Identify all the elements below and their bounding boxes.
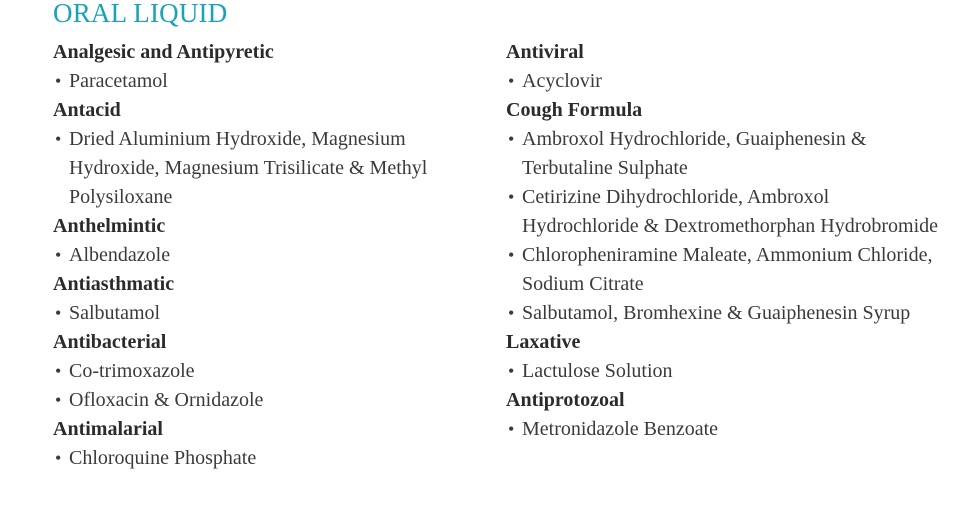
product-list <box>506 67 946 96</box>
category-heading: Anthelmintic <box>53 215 166 237</box>
product-list <box>53 444 483 473</box>
product-item: • Ambroxol Hydrochloride, Guaiphenesin & Terbutaline Sulphate <box>506 125 946 183</box>
left-column <box>53 38 483 473</box>
product-list <box>506 415 946 444</box>
product-item: • Chloropheniramine Maleate, Ammonium Chloride, Sodium Citrate <box>506 241 946 299</box>
category-heading: Antimalarial <box>53 418 163 440</box>
category-heading: Antacid <box>53 99 121 121</box>
product-list <box>53 67 483 96</box>
product-list <box>53 241 483 270</box>
category-heading: Antiviral <box>506 41 584 63</box>
product-item: • Metronidazole Benzoate <box>506 415 946 444</box>
product-item: • Salbutamol <box>53 299 483 328</box>
product-list <box>506 125 946 328</box>
category-heading: Analgesic and Antipyretic <box>53 41 274 63</box>
category-heading: Antiasthmatic <box>53 273 175 295</box>
product-item: • Co-trimoxazole <box>53 357 483 386</box>
product-list <box>53 125 483 212</box>
product-item: • Dried Aluminium Hydroxide, Magnesium Hydroxide, Magnesium Trisilicate & Methyl Polysiloxane <box>53 125 483 212</box>
product-item: • Salbutamol, Bromhexine & Guaiphenesin Syrup <box>506 299 946 328</box>
product-item: • Chloroquine Phosphate <box>53 444 483 473</box>
product-item: • Acyclovir <box>506 67 946 96</box>
product-item: • Albendazole <box>53 241 483 270</box>
product-list <box>506 357 946 386</box>
product-item: • Paracetamol <box>53 67 483 96</box>
right-column <box>506 38 946 444</box>
category-heading: Laxative <box>506 331 581 353</box>
category-heading: Antiprotozoal <box>506 389 625 411</box>
product-item: • Cetirizine Dihydrochloride, Ambroxol Hydrochloride & Dextromethorphan Hydrobromide <box>506 183 946 241</box>
product-item: • Ofloxacin & Ornidazole <box>53 386 483 415</box>
product-list <box>53 357 483 415</box>
product-list <box>53 299 483 328</box>
page-title: ORAL LIQUID <box>53 0 228 28</box>
category-heading: Antibacterial <box>53 331 167 353</box>
product-item: • Lactulose Solution <box>506 357 946 386</box>
category-heading: Cough Formula <box>506 99 643 121</box>
